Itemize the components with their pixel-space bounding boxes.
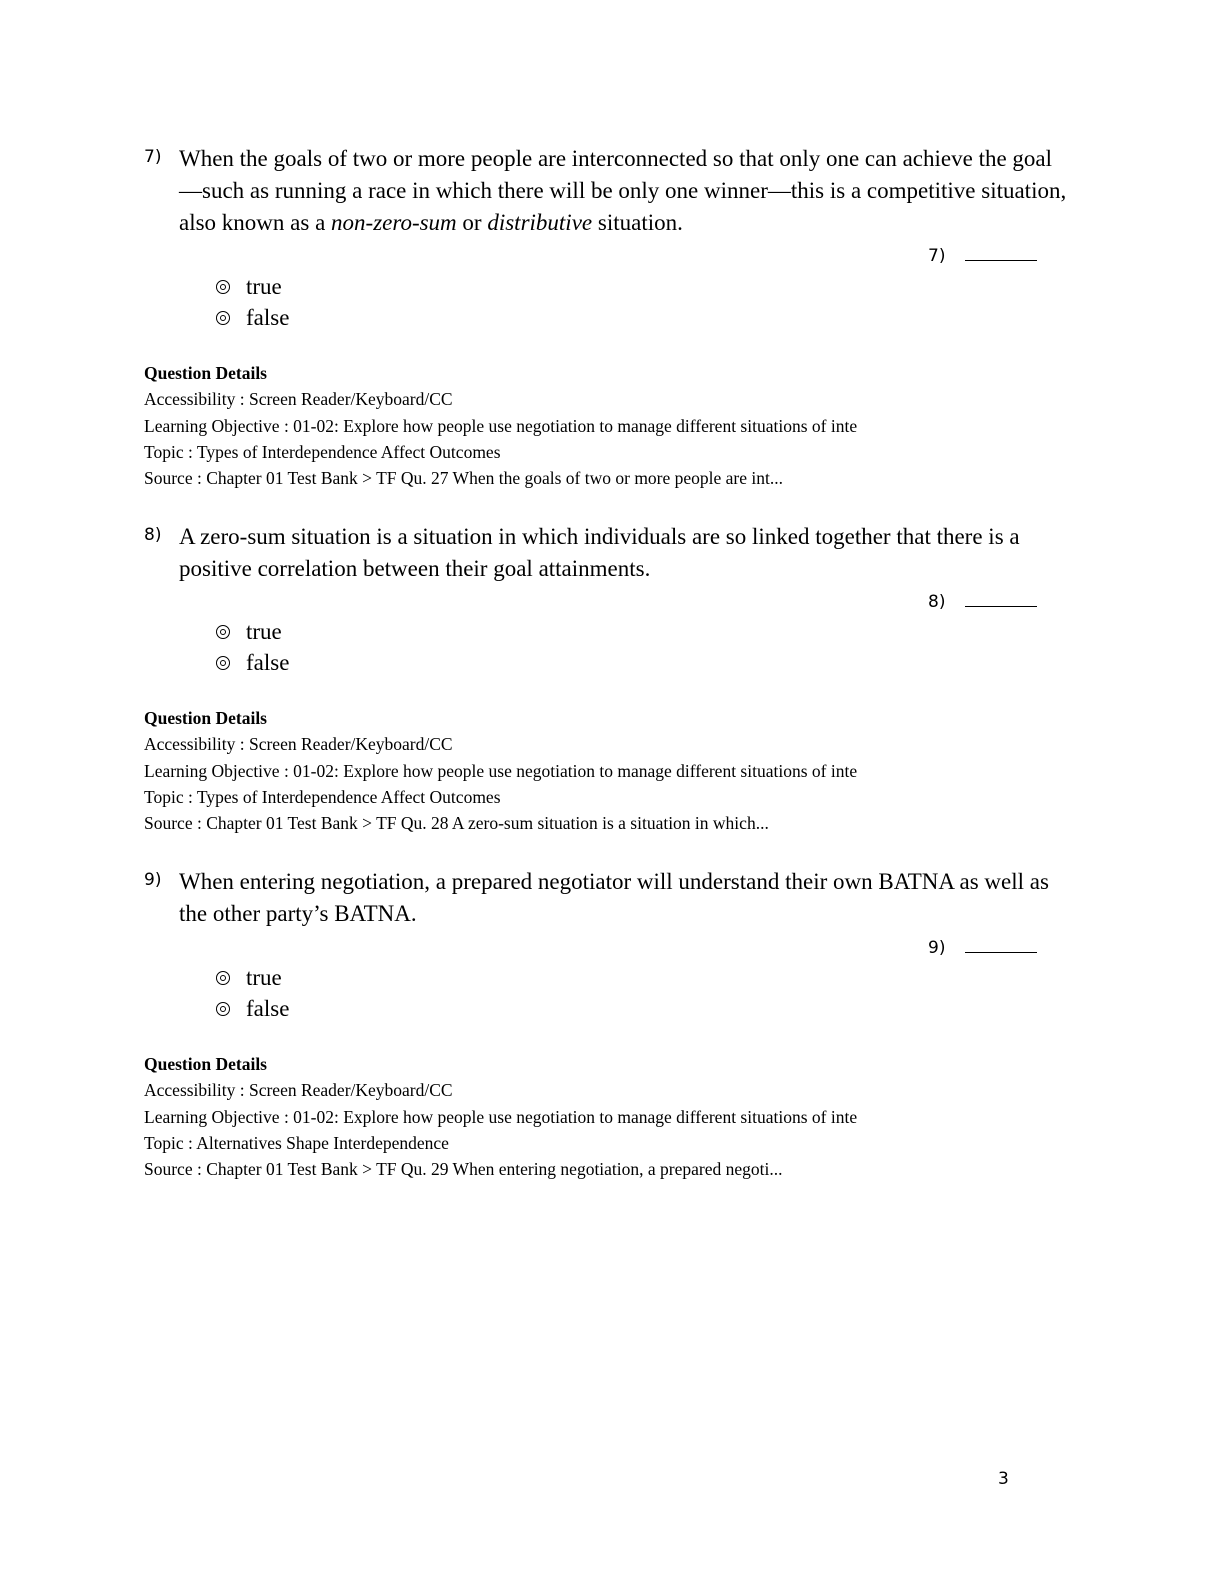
question-details: [144, 705, 857, 836]
details-accessibility: Accessibility : Screen Reader/Keyboard/CC: [144, 734, 453, 755]
question-9: [144, 866, 1074, 1180]
details-source: Source : Chapter 01 Test Bank > TF Qu. 28 A zero-sum situation is a situation in which...: [144, 813, 769, 834]
answer-line[interactable]: [965, 936, 1037, 953]
radio-icon[interactable]: [216, 656, 230, 670]
question-number: 9): [144, 870, 162, 890]
details-topic: Topic : Types of Interdependence Affect Outcomes: [144, 441, 501, 462]
page-number: 3: [998, 1469, 1009, 1489]
question-text: When entering negotiation, a prepared negotiator will understand their own BATNA as well as the other party’s BATNA.: [179, 869, 1049, 926]
answer-line[interactable]: [965, 590, 1037, 607]
radio-icon[interactable]: [216, 1002, 230, 1016]
radio-icon[interactable]: [216, 311, 230, 325]
options: [216, 616, 289, 678]
answer-blank[interactable]: [928, 590, 1037, 612]
option-true[interactable]: true: [216, 616, 289, 647]
option-false[interactable]: false: [216, 302, 289, 333]
option-false[interactable]: false: [216, 993, 289, 1024]
details-topic: Topic : Types of Interdependence Affect Outcomes: [144, 786, 501, 807]
question-7: [144, 143, 1074, 489]
options: [216, 271, 289, 333]
question-text: A zero-sum situation is a situation in which individuals are so linked together that there is a positive correlation between their goal attainments.: [179, 524, 1020, 581]
question-details: [144, 360, 857, 491]
radio-icon[interactable]: [216, 625, 230, 639]
question-8: [144, 521, 1074, 834]
details-accessibility: Accessibility : Screen Reader/Keyboard/CC: [144, 389, 453, 410]
option-true[interactable]: true: [216, 962, 289, 993]
option-true[interactable]: true: [216, 271, 289, 302]
radio-icon[interactable]: [216, 280, 230, 294]
details-learning-objective: Learning Objective : 01-02: Explore how people use negotiation to manage different situations of inte: [144, 415, 858, 436]
details-topic: Topic : Alternatives Shape Interdependence: [144, 1132, 449, 1153]
answer-blank[interactable]: [928, 244, 1037, 266]
details-heading: Question Details: [144, 1054, 267, 1074]
answer-label: 9): [928, 938, 946, 958]
answer-blank[interactable]: [928, 936, 1037, 958]
details-heading: Question Details: [144, 363, 267, 383]
italic-term: non-zero-sum: [331, 210, 457, 235]
radio-icon[interactable]: [216, 971, 230, 985]
option-false[interactable]: false: [216, 647, 289, 678]
question-text: When the goals of two or more people are interconnected so that only one can achieve the goal—such as running a race in which there will be only one winner—this is a competitive situation, also known as a non-zero-sum or distributive situation.: [179, 146, 1067, 235]
question-number: 8): [144, 525, 162, 545]
details-learning-objective: Learning Objective : 01-02: Explore how people use negotiation to manage different situations of inte: [144, 1106, 858, 1127]
question-number: 7): [144, 147, 162, 167]
italic-term: distributive: [487, 210, 593, 235]
details-accessibility: Accessibility : Screen Reader/Keyboard/CC: [144, 1080, 453, 1101]
details-heading: Question Details: [144, 708, 267, 728]
details-learning-objective: Learning Objective : 01-02: Explore how people use negotiation to manage different situations of inte: [144, 760, 858, 781]
details-source: Source : Chapter 01 Test Bank > TF Qu. 29 When entering negotiation, a prepared negoti...: [144, 1159, 783, 1180]
details-source: Source : Chapter 01 Test Bank > TF Qu. 27 When the goals of two or more people are int...: [144, 468, 784, 489]
options: [216, 962, 289, 1024]
answer-label: 8): [928, 592, 946, 612]
answer-line[interactable]: [965, 244, 1037, 261]
question-details: [144, 1051, 857, 1182]
answer-label: 7): [928, 246, 946, 266]
